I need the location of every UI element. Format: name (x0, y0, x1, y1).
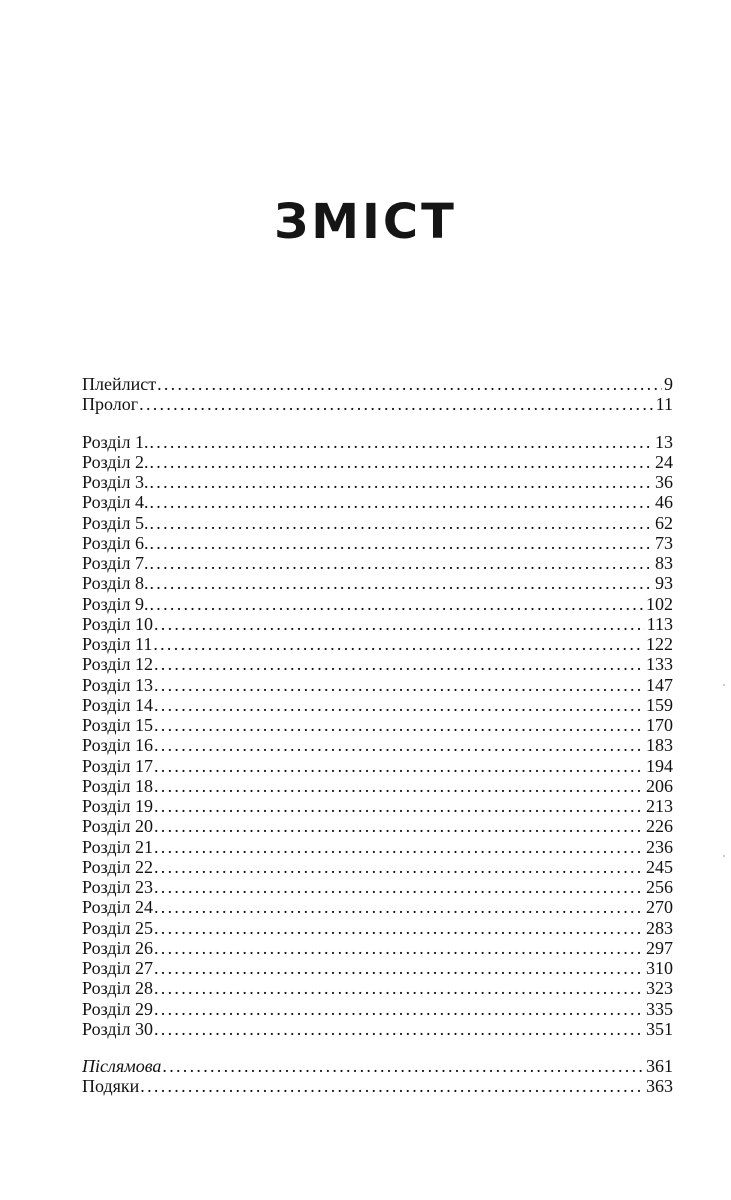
dot-leader (154, 796, 644, 816)
table-of-contents (82, 374, 673, 1097)
toc-entry-page: 363 (646, 1076, 673, 1097)
toc-entry[interactable] (82, 1019, 673, 1039)
toc-entry-label: Розділ 27 (82, 958, 153, 978)
toc-entry-label: Розділ 8. (82, 573, 149, 594)
toc-entry[interactable] (82, 816, 673, 836)
toc-entry-label: Розділ 17 (82, 755, 153, 776)
toc-entry-label: Розділ 18 (82, 775, 153, 796)
toc-entry-label: Розділ 26 (82, 937, 153, 958)
toc-entry-page: 226 (646, 816, 673, 837)
toc-entry[interactable] (82, 594, 673, 614)
dot-leader (154, 1019, 644, 1039)
toc-entry-page: 245 (646, 856, 673, 877)
toc-entry-label: Розділ 6. (82, 532, 149, 553)
toc-entry-label: Розділ 9. (82, 593, 149, 614)
toc-entry-page: 297 (646, 937, 673, 958)
dot-leader (154, 938, 644, 958)
toc-entry-label: Розділ 2. (82, 451, 149, 472)
toc-entry-label: Розділ 4. (82, 492, 149, 513)
toc-entry-label: Пролог (82, 394, 139, 415)
toc-entry-label: Плейлист (82, 374, 157, 394)
toc-entry[interactable] (82, 796, 673, 816)
toc-entry-label: Розділ 16 (82, 735, 153, 756)
toc-entry[interactable] (82, 374, 673, 394)
toc-entry-label: Розділ 28 (82, 978, 153, 999)
toc-entry[interactable] (82, 695, 673, 715)
toc-entry-label: Післямова (82, 1056, 162, 1076)
dot-leader (150, 594, 645, 614)
toc-entry[interactable] (82, 573, 673, 593)
toc-entry-label: Розділ 13 (82, 674, 153, 695)
dot-leader (150, 553, 654, 573)
margin-speck (723, 855, 725, 857)
toc-entry-label: Розділ 1. (82, 431, 149, 452)
toc-entry[interactable] (82, 897, 673, 917)
toc-entry-page: 236 (646, 836, 673, 857)
toc-entry[interactable] (82, 492, 673, 512)
toc-entry-page: 194 (646, 755, 673, 776)
toc-entry-page: 159 (646, 694, 673, 715)
toc-entry-page: 170 (646, 715, 673, 735)
dot-leader (154, 735, 644, 755)
toc-entry[interactable] (82, 735, 673, 755)
dot-leader (154, 776, 644, 796)
toc-entry[interactable] (82, 394, 673, 414)
toc-entry[interactable] (82, 776, 673, 796)
toc-entry-page: 93 (655, 573, 673, 594)
toc-entry[interactable] (82, 715, 673, 735)
toc-entry[interactable] (82, 452, 673, 472)
toc-entry[interactable] (82, 978, 673, 998)
dot-leader (154, 695, 644, 715)
toc-entry-page: 283 (646, 917, 673, 938)
dot-leader (154, 857, 644, 877)
dot-leader (154, 715, 644, 735)
dot-leader (154, 897, 644, 917)
toc-entry-label: Розділ 7. (82, 553, 149, 573)
dot-leader (154, 837, 644, 857)
dot-leader (154, 877, 644, 897)
toc-entry-page: 36 (655, 472, 673, 492)
toc-entry-label: Розділ 29 (82, 998, 153, 1019)
dot-leader (150, 492, 654, 512)
page-title: ЗМІСТ (274, 194, 457, 250)
dot-leader (162, 1056, 644, 1076)
toc-entry-label: Розділ 22 (82, 856, 153, 877)
toc-entry-label: Розділ 19 (82, 796, 153, 816)
dot-leader (150, 513, 654, 533)
toc-entry-page: 133 (646, 654, 673, 675)
dot-leader (139, 394, 654, 414)
toc-entry-page: 62 (655, 512, 673, 533)
toc-entry-page: 206 (646, 775, 673, 796)
dot-leader (150, 452, 654, 472)
toc-entry-label: Розділ 15 (82, 715, 153, 735)
toc-entry-page: 113 (646, 613, 673, 634)
toc-entry-page: 11 (655, 394, 673, 415)
toc-entry[interactable] (82, 553, 673, 573)
toc-entry[interactable] (82, 857, 673, 877)
toc-entry[interactable] (82, 877, 673, 897)
dot-leader (154, 675, 644, 695)
toc-entry-page: 73 (655, 532, 673, 553)
toc-entry-page: 9 (664, 374, 673, 394)
toc-entry-label: Розділ 25 (82, 917, 153, 938)
toc-entry[interactable] (82, 432, 673, 452)
toc-entry[interactable] (82, 614, 673, 634)
toc-entry-page: 46 (655, 492, 673, 513)
dot-leader (154, 978, 644, 998)
dot-leader (154, 918, 644, 938)
toc-entry-page: 24 (655, 451, 673, 472)
toc-entry-page: 256 (646, 877, 673, 897)
toc-entry-label: Розділ 23 (82, 877, 153, 897)
toc-entry-page: 310 (646, 958, 673, 978)
toc-entry-page: 361 (646, 1056, 673, 1076)
toc-entry[interactable] (82, 513, 673, 533)
toc-entry-page: 13 (655, 431, 673, 452)
toc-entry[interactable] (82, 958, 673, 978)
dot-leader (154, 958, 644, 978)
toc-entry[interactable] (82, 1076, 673, 1096)
dot-leader (157, 374, 662, 394)
toc-entry[interactable] (82, 837, 673, 857)
toc-front-matter (82, 374, 673, 415)
dot-leader (140, 1076, 644, 1096)
toc-entry-label: Розділ 12 (82, 654, 153, 675)
toc-entry[interactable] (82, 675, 673, 695)
toc-entry-page: 147 (646, 674, 673, 695)
margin-speck (723, 684, 725, 686)
toc-entry-page: 83 (655, 553, 673, 573)
toc-entry-label: Розділ 5. (82, 512, 149, 533)
toc-entry-label: Розділ 20 (82, 816, 153, 837)
toc-entry[interactable] (82, 654, 673, 674)
toc-entry-label: Розділ 14 (82, 694, 153, 715)
dot-leader (154, 614, 645, 634)
toc-entry-page: 335 (646, 998, 673, 1019)
dot-leader (150, 472, 654, 492)
toc-entry-label: Розділ 24 (82, 897, 153, 918)
toc-chapters (82, 432, 673, 1040)
dot-leader (154, 756, 644, 776)
toc-entry[interactable] (82, 918, 673, 938)
dot-leader (154, 999, 644, 1019)
toc-entry-label: Розділ 30 (82, 1018, 153, 1039)
dot-leader (153, 634, 644, 654)
toc-entry[interactable] (82, 472, 673, 492)
dot-leader (150, 533, 654, 553)
toc-entry-page: 323 (646, 978, 673, 999)
toc-entry[interactable] (82, 999, 673, 1019)
toc-entry-label: Розділ 3. (82, 472, 149, 492)
toc-entry-page: 102 (646, 593, 673, 614)
toc-entry-page: 183 (646, 735, 673, 756)
toc-entry-page: 351 (646, 1018, 673, 1039)
toc-entry[interactable] (82, 533, 673, 553)
toc-entry[interactable] (82, 938, 673, 958)
toc-entry-label: Розділ 21 (82, 836, 153, 857)
toc-entry-label: Подяки (82, 1076, 140, 1097)
dot-leader (150, 573, 654, 593)
toc-entry-page: 213 (646, 796, 673, 816)
toc-entry[interactable] (82, 756, 673, 776)
toc-entry-page: 270 (646, 897, 673, 918)
toc-entry[interactable] (82, 634, 673, 654)
toc-entry-label: Розділ 10 (82, 613, 153, 634)
toc-entry-page: 122 (646, 634, 673, 654)
toc-entry[interactable] (82, 1056, 673, 1076)
toc-back-matter (82, 1056, 673, 1097)
dot-leader (154, 816, 644, 836)
toc-entry-label: Розділ 11 (82, 634, 153, 654)
dot-leader (150, 432, 654, 452)
dot-leader (154, 654, 644, 674)
